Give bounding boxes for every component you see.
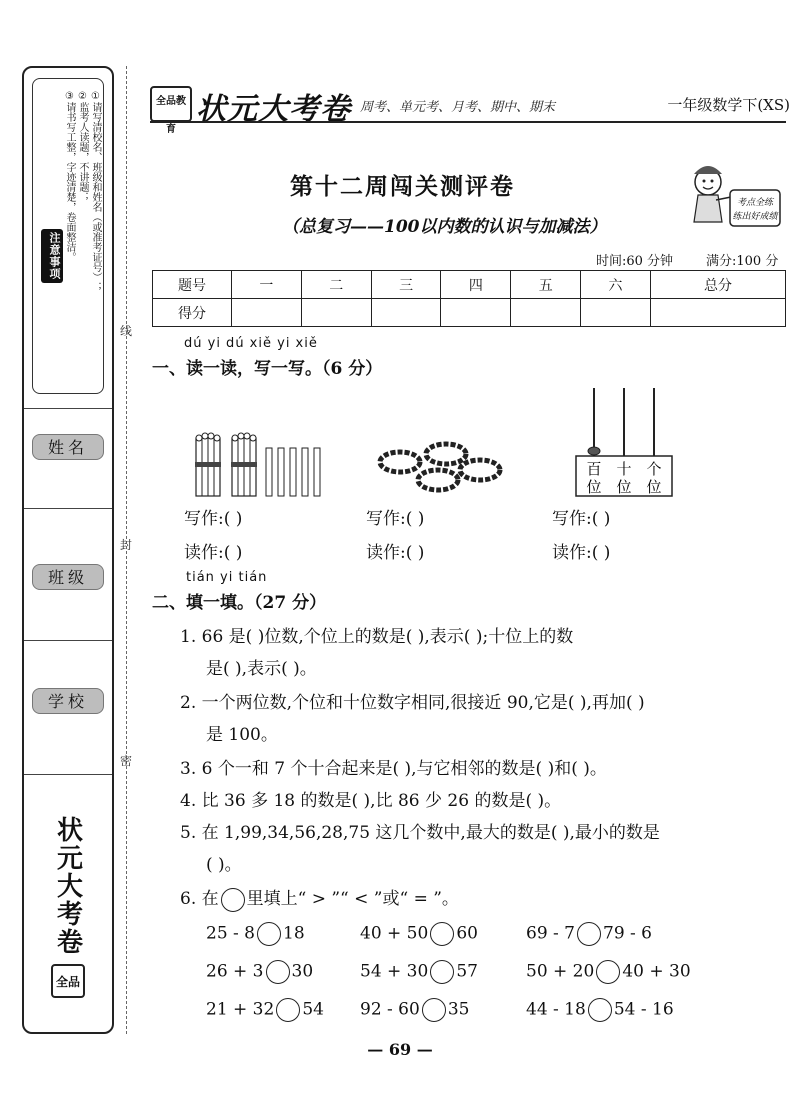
write-as-blank[interactable]: 写作:( ) <box>366 509 425 529</box>
sidebar-divider <box>24 408 112 409</box>
compare-circle[interactable] <box>596 960 620 984</box>
compare-circle[interactable] <box>430 960 454 984</box>
bead-ring-icon <box>418 470 458 490</box>
compare-right: 54 <box>302 999 324 1020</box>
compare-item <box>206 922 305 946</box>
name-field-label: 姓名 <box>32 434 104 460</box>
stick-bundle-icon <box>195 433 221 496</box>
stick-bundle-icon <box>231 433 257 496</box>
compare-left: 44 - 18 <box>526 999 586 1020</box>
notice-line: ②监考人读题，不讲题； <box>77 91 88 202</box>
compare-left: 40 + 50 <box>360 923 429 944</box>
bead-ring-icon <box>426 444 466 464</box>
question-6-prefix: 6. 在 <box>180 889 219 909</box>
score-header-cell: 总分 <box>650 271 785 299</box>
place-label-hundreds: 百 <box>586 460 602 478</box>
score-header-cell: 题号 <box>153 271 232 299</box>
place-label-tens: 十 <box>616 460 632 478</box>
write-as-blank[interactable]: 写作:( ) <box>552 509 611 529</box>
page-title: 第十二周闯关测评卷 <box>290 173 515 200</box>
exam-time: 时间:60 分钟 <box>596 254 674 269</box>
score-entry-cell[interactable] <box>650 299 785 327</box>
write-as-blank[interactable]: 写作:( ) <box>184 509 243 529</box>
section1-pinyin: dú yi dú xiě yi xiě <box>184 336 318 351</box>
compare-left: 92 - 60 <box>360 999 420 1020</box>
compare-right: 79 - 6 <box>603 923 652 944</box>
compare-right: 18 <box>283 923 305 944</box>
bead-ring-icon <box>380 452 420 472</box>
score-header-cell: 二 <box>301 271 371 299</box>
sidebar-divider <box>24 640 112 641</box>
question-5-continued[interactable]: ( )。 <box>206 855 242 875</box>
header-brand: 状元大考卷 <box>196 92 351 127</box>
question-6-suffix: 里填上“ > ”“ < ”或“ = ”。 <box>246 889 459 909</box>
notice-line: ①请写清校名、班级和姓名（或准考证号）； <box>90 91 101 292</box>
publisher-logo: 全品教育 <box>150 86 192 122</box>
mascot-hat <box>694 166 722 174</box>
compare-item <box>360 922 478 946</box>
page-number: — 69 — <box>367 1040 433 1059</box>
score-header-cell: 六 <box>581 271 651 299</box>
score-entry-cell[interactable] <box>441 299 511 327</box>
page-header <box>150 86 790 135</box>
compare-circle[interactable] <box>266 960 290 984</box>
class-field-label: 班级 <box>32 564 104 590</box>
question-3[interactable]: 3. 6 个一和 7 个十合起来是( ),与它相邻的数是( )和( )。 <box>180 759 607 779</box>
mascot-illustration <box>686 160 782 230</box>
compare-item <box>360 960 478 984</box>
score-table-score-row <box>153 299 786 327</box>
section2-heading: 二、填一填。（27 分） <box>152 593 327 613</box>
question-2-continued: 是 100。 <box>206 725 278 745</box>
read-as-blank[interactable]: 读作:( ) <box>184 543 243 563</box>
score-header-cell: 五 <box>511 271 581 299</box>
sidebar-brand: 状元大考卷 <box>52 816 83 956</box>
place-label-suffix: 位 <box>586 478 602 496</box>
score-header-cell: 一 <box>232 271 302 299</box>
counting-frame-illustration <box>570 386 680 500</box>
question-1[interactable]: 1. 66 是( )位数,个位上的数是( ),表示( );十位上的数 <box>180 627 574 647</box>
compare-circle-icon <box>221 888 245 912</box>
score-table <box>152 270 786 327</box>
section1-heading: 一、读一读，写一写。（6 分） <box>152 359 383 379</box>
score-entry-cell[interactable] <box>511 299 581 327</box>
mascot-text-2: 练出好成绩 <box>732 212 778 222</box>
score-table-header-row <box>153 271 786 299</box>
full-score: 满分:100 分 <box>706 254 779 269</box>
score-entry-cell[interactable] <box>371 299 441 327</box>
place-label-ones: 个 <box>646 460 662 478</box>
compare-left: 26 + 3 <box>206 961 264 982</box>
section2-pinyin: tián yi tián <box>186 570 268 585</box>
question-6 <box>180 884 459 912</box>
compare-item <box>526 922 652 946</box>
question-2[interactable]: 2. 一个两位数,个位和十位数字相同,很接近 90,它是( ),再加( ) <box>180 693 645 713</box>
compare-circle[interactable] <box>257 922 281 946</box>
compare-right: 60 <box>456 923 478 944</box>
sidebar-divider <box>24 508 112 509</box>
score-header-cell: 三 <box>371 271 441 299</box>
question-1-continued[interactable]: 是( ),表示( )。 <box>206 659 317 679</box>
compare-item <box>526 960 691 984</box>
header-exam-types: 周考、单元考、月考、期中、期末 <box>360 100 556 115</box>
read-as-blank[interactable]: 读作:( ) <box>552 543 611 563</box>
compare-item <box>206 960 313 984</box>
compare-left: 50 + 20 <box>526 961 595 982</box>
score-header-cell: 四 <box>441 271 511 299</box>
compare-left: 21 + 32 <box>206 999 275 1020</box>
read-as-blank[interactable]: 读作:( ) <box>366 543 425 563</box>
compare-left: 69 - 7 <box>526 923 575 944</box>
question-5[interactable]: 5. 在 1,99,34,56,28,75 这几个数中,最大的数是( ),最小的数是 <box>180 823 660 843</box>
compare-right: 40 + 30 <box>622 961 691 982</box>
compare-right: 54 - 16 <box>613 999 674 1020</box>
score-entry-cell[interactable] <box>301 299 371 327</box>
place-label-suffix: 位 <box>616 478 632 496</box>
header-rule <box>150 121 786 123</box>
compare-item <box>360 998 469 1022</box>
compare-right: 35 <box>447 999 470 1020</box>
mascot-text-1: 考点全练 <box>736 198 774 208</box>
sidebar-logo <box>42 816 94 1016</box>
compare-left: 25 - 8 <box>206 923 255 944</box>
header-grade: 一年级数学下(XS) <box>667 96 790 114</box>
compare-right: 30 <box>291 961 314 982</box>
question-4[interactable]: 4. 比 36 多 18 的数是( ),比 86 少 26 的数是( )。 <box>180 791 562 811</box>
stick-bundles-illustration <box>190 430 330 500</box>
notice-text <box>63 91 102 383</box>
compare-circle[interactable] <box>422 998 446 1022</box>
compare-item <box>526 998 674 1022</box>
compare-circle[interactable] <box>430 922 454 946</box>
compare-item <box>206 998 324 1022</box>
cut-mark: 封 <box>120 538 133 552</box>
notice-box <box>32 78 104 394</box>
sidebar-divider <box>24 774 112 775</box>
school-field-label: 学校 <box>32 688 104 714</box>
score-entry-cell[interactable] <box>232 299 302 327</box>
binding-sidebar <box>22 66 114 1034</box>
compare-circle[interactable] <box>276 998 300 1022</box>
sidebar-brand-box: 全品 <box>51 964 85 998</box>
cut-mark: 密 <box>120 754 133 768</box>
bead-rings-illustration <box>376 440 506 500</box>
cut-mark: 线 <box>120 324 133 338</box>
single-sticks-icon <box>266 448 320 496</box>
compare-circle[interactable] <box>577 922 601 946</box>
compare-right: 57 <box>456 961 478 982</box>
page-subtitle: （总复习——100以内数的认识与加减法） <box>282 217 607 237</box>
score-row-label: 得分 <box>153 299 232 327</box>
compare-left: 54 + 30 <box>360 961 429 982</box>
bead-ring-icon <box>460 460 500 480</box>
notice-line: ③请书写工整，字迹清楚，卷面整洁。 <box>64 91 75 262</box>
compare-circle[interactable] <box>588 998 612 1022</box>
score-entry-cell[interactable] <box>581 299 651 327</box>
counter-bead <box>588 447 600 455</box>
place-label-suffix: 位 <box>646 478 662 496</box>
notice-heading: 注意事项 <box>41 229 63 283</box>
